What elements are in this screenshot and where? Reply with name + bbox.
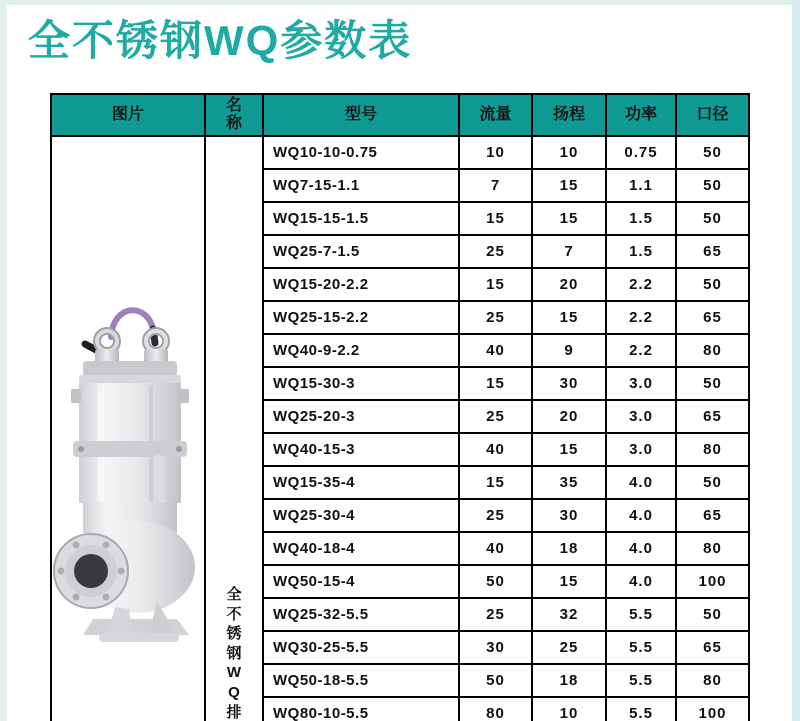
cell-power: 3.0 xyxy=(606,433,676,466)
cell-flow: 15 xyxy=(459,367,532,400)
right-edge-strip xyxy=(792,0,800,721)
cell-flow: 15 xyxy=(459,466,532,499)
header-name xyxy=(205,94,263,136)
cell-diameter: 50 xyxy=(676,136,749,169)
cell-head: 30 xyxy=(532,367,606,400)
cell-head: 7 xyxy=(532,235,606,268)
cell-head: 15 xyxy=(532,301,606,334)
cell-power: 2.2 xyxy=(606,334,676,367)
left-edge-strip xyxy=(0,0,7,721)
cell-model: WQ25-7-1.5 xyxy=(263,235,459,268)
cell-power: 4.0 xyxy=(606,499,676,532)
cell-power: 0.75 xyxy=(606,136,676,169)
cell-flow: 25 xyxy=(459,499,532,532)
cell-head: 35 xyxy=(532,466,606,499)
cell-power: 4.0 xyxy=(606,565,676,598)
cell-diameter: 65 xyxy=(676,235,749,268)
page-title: 全不锈钢WQ参数表 xyxy=(28,17,413,64)
cell-diameter: 100 xyxy=(676,697,749,721)
cell-flow: 50 xyxy=(459,664,532,697)
cell-diameter: 50 xyxy=(676,466,749,499)
cell-flow: 40 xyxy=(459,433,532,466)
cell-diameter: 50 xyxy=(676,598,749,631)
cell-diameter: 80 xyxy=(676,433,749,466)
cell-flow: 25 xyxy=(459,400,532,433)
cell-flow: 80 xyxy=(459,697,532,721)
cell-model: WQ40-9-2.2 xyxy=(263,334,459,367)
cell-head: 18 xyxy=(532,664,606,697)
cell-flow: 30 xyxy=(459,631,532,664)
cell-head: 25 xyxy=(532,631,606,664)
cell-flow: 40 xyxy=(459,334,532,367)
cell-flow: 7 xyxy=(459,169,532,202)
cell-power: 3.0 xyxy=(606,367,676,400)
cell-flow: 15 xyxy=(459,202,532,235)
cell-diameter: 80 xyxy=(676,532,749,565)
picture-cell xyxy=(51,136,205,721)
spec-table xyxy=(50,93,750,721)
cell-power: 2.2 xyxy=(606,268,676,301)
cell-model: WQ7-15-1.1 xyxy=(263,169,459,202)
header-power: 功率 xyxy=(606,94,676,136)
cell-power: 4.0 xyxy=(606,532,676,565)
cell-diameter: 50 xyxy=(676,202,749,235)
cell-diameter: 50 xyxy=(676,268,749,301)
cell-model: WQ25-15-2.2 xyxy=(263,301,459,334)
cell-head: 15 xyxy=(532,202,606,235)
cell-flow: 25 xyxy=(459,235,532,268)
pump-product-image xyxy=(53,289,203,644)
cell-power: 3.0 xyxy=(606,400,676,433)
cell-model: WQ25-30-4 xyxy=(263,499,459,532)
cell-model: WQ15-30-3 xyxy=(263,367,459,400)
cell-flow: 50 xyxy=(459,565,532,598)
cell-flow: 15 xyxy=(459,268,532,301)
header-flow: 流量 xyxy=(459,94,532,136)
product-name-vertical: 全 不 锈 钢 W Q 排 xyxy=(226,586,242,721)
cell-head: 32 xyxy=(532,598,606,631)
cell-head: 10 xyxy=(532,136,606,169)
cell-head: 15 xyxy=(532,433,606,466)
header-head: 扬程 xyxy=(532,94,606,136)
cell-power: 1.5 xyxy=(606,235,676,268)
cell-diameter: 50 xyxy=(676,367,749,400)
cell-model: WQ10-10-0.75 xyxy=(263,136,459,169)
cell-power: 4.0 xyxy=(606,466,676,499)
cell-flow: 40 xyxy=(459,532,532,565)
cell-power: 5.5 xyxy=(606,697,676,721)
outlet-opening xyxy=(74,554,108,588)
cell-head: 20 xyxy=(532,268,606,301)
cell-head: 15 xyxy=(532,565,606,598)
cell-model: WQ15-20-2.2 xyxy=(263,268,459,301)
cell-head: 30 xyxy=(532,499,606,532)
cell-model: WQ25-32-5.5 xyxy=(263,598,459,631)
cell-head: 18 xyxy=(532,532,606,565)
cell-power: 5.5 xyxy=(606,631,676,664)
cell-model: WQ15-15-1.5 xyxy=(263,202,459,235)
pump-illustration xyxy=(53,289,203,644)
header-model: 型号 xyxy=(263,94,459,136)
cell-model: WQ40-18-4 xyxy=(263,532,459,565)
cell-diameter: 65 xyxy=(676,400,749,433)
cell-model: WQ80-10-5.5 xyxy=(263,697,459,721)
cell-power: 5.5 xyxy=(606,664,676,697)
cell-diameter: 80 xyxy=(676,334,749,367)
cell-model: WQ50-18-5.5 xyxy=(263,664,459,697)
cell-power: 2.2 xyxy=(606,301,676,334)
header-picture: 图片 xyxy=(51,94,205,136)
table-body xyxy=(51,136,749,721)
cell-model: WQ50-15-4 xyxy=(263,565,459,598)
cell-head: 15 xyxy=(532,169,606,202)
cell-diameter: 80 xyxy=(676,664,749,697)
cell-head: 10 xyxy=(532,697,606,721)
cell-flow: 10 xyxy=(459,136,532,169)
table-row xyxy=(51,136,749,169)
cell-head: 9 xyxy=(532,334,606,367)
cell-power: 1.1 xyxy=(606,169,676,202)
cell-model: WQ25-20-3 xyxy=(263,400,459,433)
name-cell xyxy=(205,136,263,721)
cell-flow: 25 xyxy=(459,301,532,334)
top-edge-strip xyxy=(0,0,800,5)
cell-diameter: 65 xyxy=(676,301,749,334)
header-row xyxy=(51,94,749,136)
cell-power: 1.5 xyxy=(606,202,676,235)
cell-diameter: 65 xyxy=(676,631,749,664)
cell-diameter: 100 xyxy=(676,565,749,598)
cell-diameter: 65 xyxy=(676,499,749,532)
header-name-label: 名称 xyxy=(225,96,242,132)
cell-diameter: 50 xyxy=(676,169,749,202)
cell-flow: 25 xyxy=(459,598,532,631)
cell-model: WQ40-15-3 xyxy=(263,433,459,466)
clamp-band xyxy=(73,441,187,457)
cell-model: WQ30-25-5.5 xyxy=(263,631,459,664)
cell-model: WQ15-35-4 xyxy=(263,466,459,499)
cell-power: 5.5 xyxy=(606,598,676,631)
header-diameter: 口径 xyxy=(676,94,749,136)
cell-head: 20 xyxy=(532,400,606,433)
